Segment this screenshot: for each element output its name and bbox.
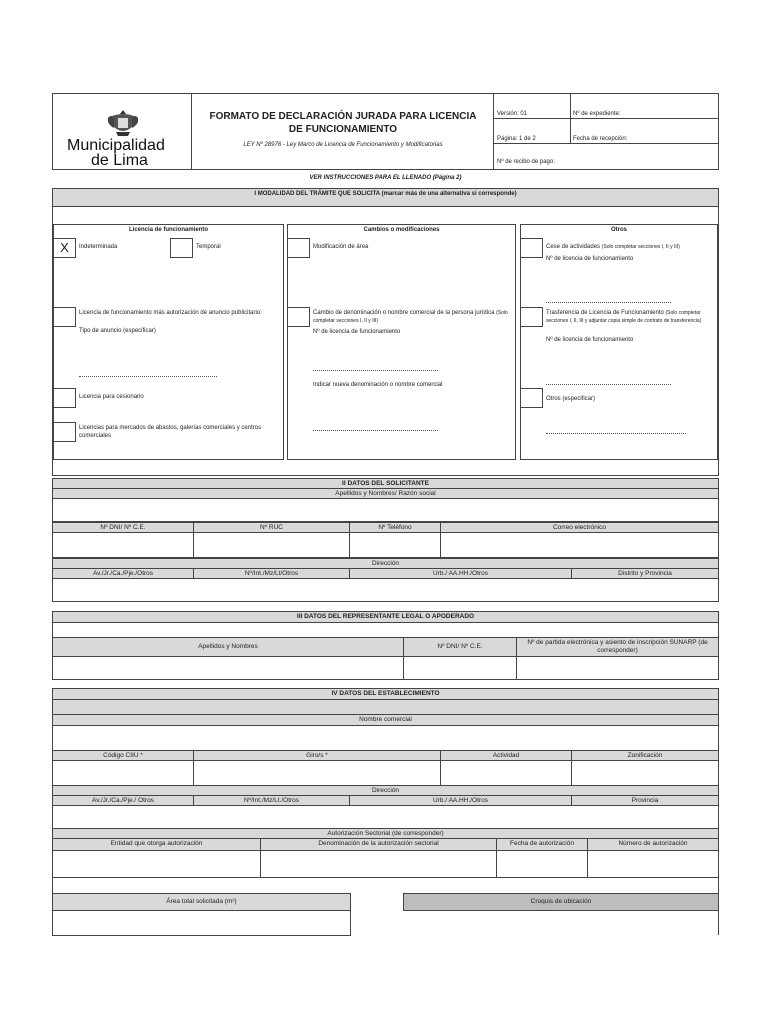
solicitante-distrito-header: Distrito y Provincia	[571, 568, 719, 579]
form-title-block	[193, 94, 494, 169]
cesionario-checkbox[interactable]	[53, 388, 76, 408]
cese-licencia-line[interactable]	[546, 302, 671, 303]
section1-title: I MODALIDAD DEL TRÁMITE QUE SOLICITA (marcar más de una alternativa si corresponde)	[52, 188, 719, 207]
denominacion-input[interactable]	[260, 850, 497, 878]
coat-of-arms-icon	[106, 108, 140, 138]
area-total-header: Área total solicitada (m²)	[52, 893, 351, 911]
solicitante-correo-input[interactable]	[440, 532, 719, 558]
fecha-autorizacion-header: Fecha de autorización	[496, 838, 588, 851]
solicitante-telefono-input[interactable]	[349, 532, 441, 558]
tipo-anuncio-label: Tipo de anuncio (especificar)	[79, 328, 156, 334]
cambios-column	[287, 224, 516, 460]
cambio-licencia-label: Nº de licencia de funcionamiento	[313, 329, 401, 335]
representante-nombre-input[interactable]	[52, 656, 404, 680]
ciiu-input[interactable]	[52, 760, 194, 786]
cese-note: (Solo completar secciones I, II y III)	[601, 244, 680, 250]
transferencia-checkbox[interactable]	[520, 307, 543, 327]
cese-text: Cese de actividades	[546, 244, 601, 250]
otros-checkbox[interactable]	[520, 388, 543, 408]
cese-licencia-label: Nº de licencia de funcionamiento	[546, 256, 634, 262]
transferencia-note: (Solo completar secciones I, II, III y adjuntar copia simple de contrato de transferencia)	[546, 310, 702, 324]
entidad-input[interactable]	[52, 850, 261, 878]
numero-autorizacion-input[interactable]	[587, 850, 719, 878]
nueva-denominacion-label: Indicar nueva denominación o nombre comercial	[313, 382, 443, 388]
mercados-checkbox[interactable]	[53, 422, 76, 442]
temporal-label: Temporal	[196, 244, 221, 250]
representante-nombre-header: Apellidos y Nombres	[52, 637, 404, 657]
check-mark: X	[60, 240, 69, 255]
transferencia-licencia-label: Nº de licencia de funcionamiento	[546, 337, 634, 343]
otros-line[interactable]	[546, 433, 686, 434]
temporal-checkbox[interactable]	[170, 238, 193, 258]
area-label: Modificación de área	[313, 244, 369, 250]
logo-line1: Municipalidad	[67, 137, 165, 154]
establecimiento-urb-header: Urb./ AA.HH./Otros	[349, 795, 572, 806]
section3-title: III DATOS DEL REPRESENTANTE LEGAL O APODERADO	[52, 611, 719, 623]
establecimiento-provincia-header: Provincia	[571, 795, 719, 806]
logo-line2: de Lima	[91, 152, 148, 169]
solicitante-dni-input[interactable]	[52, 532, 194, 558]
solicitante-dni-header: Nº DNI/ Nº C.E.	[52, 522, 194, 533]
anuncio-label: Licencia de funcionamiento más autorización de anuncio publicitario:	[79, 310, 262, 316]
tipo-anuncio-line[interactable]	[79, 376, 217, 377]
entidad-header: Entidad que otorga autorización	[52, 838, 261, 851]
solicitante-urb-header: Urb./ AA.HH./Otros	[349, 568, 572, 579]
mercados-label: Licencias para mercados de abastos, galerías comerciales y centros comerciales	[79, 425, 262, 439]
nueva-denominacion-line[interactable]	[313, 430, 438, 431]
licencia-heading: Licencia de funcionamiento	[128, 227, 208, 233]
cesionario-label: Licencia para cesionario	[79, 394, 144, 400]
representante-partida-input[interactable]	[516, 656, 719, 680]
fecha-autorizacion-input[interactable]	[496, 850, 588, 878]
indeterminada-label: Indeterminada	[79, 244, 118, 250]
section4-spacer	[52, 699, 719, 715]
otros-heading: Otros	[610, 227, 627, 233]
establecimiento-direccion-input[interactable]	[52, 805, 719, 829]
solicitante-ruc-input[interactable]	[193, 532, 350, 558]
actividad-input[interactable]	[440, 760, 572, 786]
solicitante-nombre-input[interactable]	[52, 498, 719, 522]
law-reference: LEY Nº 28976 - Ley Marco de Licencia de Funcionamiento y Modificatorias	[243, 142, 443, 148]
representante-dni-input[interactable]	[403, 656, 517, 680]
transferencia-licencia-line[interactable]	[546, 384, 671, 385]
cese-checkbox[interactable]	[520, 238, 543, 258]
solicitante-direccion-input[interactable]	[52, 578, 719, 602]
section2-title: II DATOS DEL SOLICITANTE	[52, 478, 719, 489]
expediente-field[interactable]: Nº de expediente:	[573, 111, 621, 117]
establecimiento-av-header: Av./Jr./Ca./Pje./ Otros	[52, 795, 194, 806]
area-total-input[interactable]	[52, 910, 351, 936]
zonificacion-header: Zonificación	[571, 750, 719, 761]
establecimiento-nro-header: Nº/Int./Mz/Lt./Otros	[193, 795, 350, 806]
section3-spacer	[52, 622, 719, 638]
anuncio-checkbox[interactable]	[53, 307, 76, 327]
croquis-header: Croquis de ubicación	[403, 893, 719, 911]
solicitante-correo-header: Correo electrónico	[440, 522, 719, 533]
establecimiento-direccion-header: Dirección	[52, 785, 719, 796]
section4-left-border	[52, 877, 53, 894]
section4-title: IV DATOS DEL ESTABLECIMIENTO	[52, 688, 719, 700]
solicitante-nro-header: Nº/Int./Mz/Lt/Otros	[193, 568, 350, 579]
solicitante-av-header: Av./Jr./Ca./Pje./Otros	[52, 568, 194, 579]
cambio-label	[313, 309, 513, 325]
cese-label	[546, 243, 680, 251]
numero-autorizacion-header: Número de autorización	[587, 838, 719, 851]
cambio-note: (Solo completar secciones I, II y III)	[313, 310, 508, 324]
actividad-header: Actividad	[440, 750, 572, 761]
solicitante-telefono-header: Nº Teléfono	[349, 522, 441, 533]
transferencia-text: Trasferencia de Licencia de Funcionamiento	[546, 310, 664, 316]
ciiu-header: Código CIIU *	[52, 750, 194, 761]
autorizacion-sectorial-header: Autorización Sectorial (de corresponder)	[52, 828, 719, 839]
cambio-licencia-line[interactable]	[313, 370, 438, 371]
area-checkbox[interactable]	[287, 238, 310, 258]
page-number: Página: 1 de 2	[497, 136, 536, 142]
version-label: Versión: 01	[497, 111, 528, 117]
solicitante-nombre-header: Apellidos y Nombres/ Razón social	[52, 488, 719, 499]
cambios-heading: Cambios o modificaciones	[363, 227, 440, 233]
solicitante-direccion-header: Dirección	[52, 558, 719, 569]
fecha-recepcion-field[interactable]: Fecha de recepción:	[573, 136, 628, 142]
indeterminada-checkbox[interactable]	[53, 238, 76, 258]
instructions-note: VER INSTRUCCIONES PARA EL LLENADO (Página 2)	[309, 175, 462, 181]
cambio-checkbox[interactable]	[287, 307, 310, 327]
cambio-text: Cambio de denominación o nombre comercial de la persona jurídica	[313, 310, 495, 316]
giro-input[interactable]	[193, 760, 441, 786]
representante-partida-header: Nº de partida electrónica y asiento de inscripción SUNARP (de corresponder)	[516, 637, 719, 657]
solicitante-ruc-header: Nº RUC	[193, 522, 350, 533]
form-title: FORMATO DE DECLARACIÓN JURADA PARA LICENCIA DE FUNCIONAMIENTO	[209, 111, 477, 135]
nombre-comercial-input[interactable]	[52, 725, 719, 751]
nombre-comercial-header: Nombre comercial	[52, 714, 719, 726]
denominacion-header: Denominación de la autorización sectorial	[260, 838, 497, 851]
otros-label: Otros (especificar)	[546, 396, 596, 402]
logo-block	[53, 94, 192, 169]
zonificacion-input[interactable]	[571, 760, 719, 786]
recibo-pago-field[interactable]: Nº de recibo de pago:	[497, 159, 555, 165]
representante-dni-header: Nº DNI/ Nº C.E.	[403, 637, 517, 657]
transferencia-label	[546, 309, 714, 325]
giro-header: Giro/s *	[193, 750, 441, 761]
